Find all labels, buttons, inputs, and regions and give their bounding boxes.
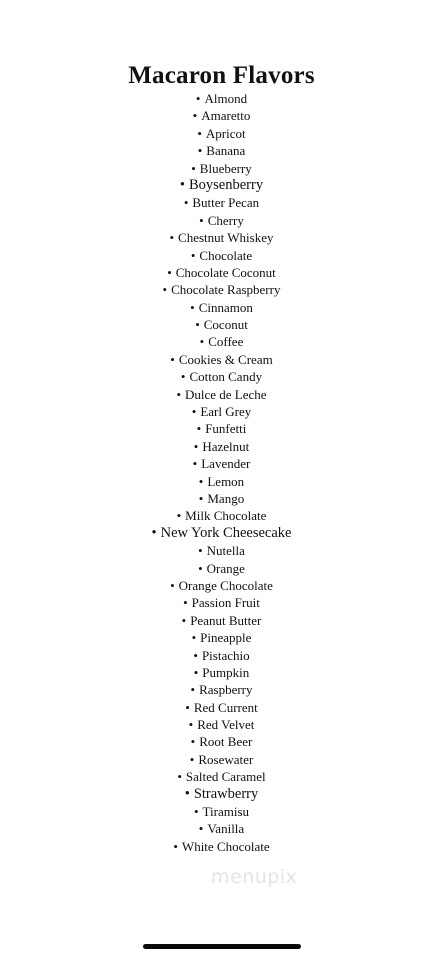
bullet-icon: • — [185, 699, 190, 715]
flavor-item — [0, 455, 443, 472]
bullet-icon: • — [184, 785, 190, 802]
flavor-label: Chocolate — [199, 247, 253, 263]
flavor-label: Butter Pecan — [192, 195, 260, 211]
flavor-label: Earl Grey — [200, 404, 252, 420]
flavor-item — [0, 142, 443, 159]
flavor-item — [0, 664, 443, 681]
flavor-item — [0, 803, 443, 820]
flavor-label: Mango — [207, 490, 245, 506]
bullet-icon: • — [167, 264, 172, 280]
home-indicator[interactable] — [143, 944, 301, 949]
bullet-icon: • — [170, 351, 175, 367]
flavor-item — [0, 247, 443, 264]
flavor-label: Root Beer — [199, 734, 253, 750]
bullet-icon: • — [195, 317, 200, 333]
bullet-icon: • — [176, 508, 182, 524]
flavor-label: Funfetti — [205, 421, 247, 437]
flavor-item — [0, 386, 443, 403]
flavor-item — [0, 612, 443, 629]
bullet-icon: • — [183, 195, 189, 211]
flavor-item — [0, 90, 443, 107]
flavor-item — [0, 838, 443, 855]
flavor-label: Orange — [206, 560, 245, 576]
bullet-icon: • — [196, 421, 202, 437]
flavor-label: Chocolate Coconut — [175, 264, 276, 280]
flavor-label: Coffee — [208, 334, 244, 350]
bullet-icon: • — [193, 647, 198, 663]
bullet-icon: • — [193, 664, 199, 680]
flavor-item — [0, 507, 443, 524]
flavor-label: Chestnut Whiskey — [178, 230, 274, 246]
flavor-label: New York Cheesecake — [160, 524, 292, 541]
flavor-item — [0, 420, 443, 437]
flavor-label: Rosewater — [198, 751, 254, 767]
flavor-label: Lavender — [201, 456, 251, 472]
bullet-icon: • — [190, 247, 196, 263]
bullet-icon: • — [199, 212, 204, 228]
flavor-label: Pumpkin — [202, 664, 250, 680]
bullet-icon: • — [198, 543, 203, 559]
flavor-item — [0, 629, 443, 646]
flavor-item — [0, 351, 443, 368]
bullet-icon: • — [190, 734, 196, 750]
flavor-item — [0, 490, 443, 507]
flavor-item — [0, 577, 443, 594]
bullet-icon: • — [198, 473, 204, 489]
flavor-item — [0, 542, 443, 559]
flavor-label: Peanut Butter — [190, 612, 262, 628]
bullet-icon: • — [151, 524, 157, 541]
flavor-label: Pistachio — [201, 647, 250, 663]
flavor-item — [0, 229, 443, 246]
flavor-item — [0, 194, 443, 211]
flavor-item — [0, 681, 443, 698]
bullet-icon: • — [169, 230, 175, 246]
bullet-icon: • — [170, 577, 175, 593]
bullet-icon: • — [197, 125, 202, 141]
bullet-icon: • — [180, 369, 186, 385]
flavor-item — [0, 786, 443, 803]
bullet-icon: • — [190, 682, 196, 698]
bullet-icon: • — [191, 404, 197, 420]
flavor-item — [0, 212, 443, 229]
flavor-label: Red Velvet — [197, 717, 255, 733]
flavor-item — [0, 299, 443, 316]
flavor-label: Nutella — [206, 543, 245, 559]
flavor-item — [0, 820, 443, 837]
flavor-label: Chocolate Raspberry — [171, 282, 281, 298]
flavor-label: Strawberry — [193, 785, 259, 802]
flavor-label: Almond — [204, 91, 248, 106]
bullet-icon: • — [177, 769, 182, 785]
flavor-label: Vanilla — [207, 821, 245, 837]
bullet-icon: • — [198, 490, 204, 506]
bullet-icon: • — [181, 612, 187, 628]
bullet-icon: • — [191, 630, 197, 646]
bullet-icon: • — [193, 438, 199, 454]
bullet-icon: • — [192, 456, 198, 472]
bullet-icon: • — [198, 821, 204, 837]
bullet-icon: • — [197, 143, 203, 159]
flavor-item — [0, 716, 443, 733]
flavor-item — [0, 438, 443, 455]
flavor-label: Cotton Candy — [189, 369, 263, 385]
flavor-item — [0, 107, 443, 124]
flavor-label: Hazelnut — [202, 438, 250, 454]
bullet-icon: • — [198, 560, 203, 576]
flavor-label: Raspberry — [199, 682, 253, 698]
flavor-label: Blueberry — [199, 160, 252, 176]
flavor-label: White Chocolate — [181, 838, 270, 854]
flavor-item — [0, 160, 443, 177]
flavor-label: Passion Fruit — [191, 595, 260, 611]
flavor-item — [0, 264, 443, 281]
flavor-item — [0, 768, 443, 785]
bullet-icon: • — [183, 595, 188, 611]
flavor-label: Milk Chocolate — [185, 508, 267, 524]
flavor-label: Lemon — [207, 473, 245, 489]
flavor-item — [0, 525, 443, 542]
flavor-item — [0, 699, 443, 716]
flavor-label: Boysenberry — [188, 176, 264, 193]
bullet-icon: • — [188, 717, 194, 733]
flavor-item — [0, 316, 443, 333]
flavor-label: Dulce de Leche — [185, 386, 267, 402]
flavor-label: Apricot — [205, 125, 246, 141]
bullet-icon: • — [191, 160, 196, 176]
flavor-label: Cinnamon — [198, 299, 253, 315]
flavor-item — [0, 751, 443, 768]
flavor-item — [0, 177, 443, 194]
flavor-item — [0, 125, 443, 142]
bullet-icon: • — [189, 751, 195, 767]
flavor-item — [0, 473, 443, 490]
flavor-label: Tiramisu — [202, 804, 250, 820]
flavor-item — [0, 403, 443, 420]
bullet-icon: • — [199, 334, 205, 350]
bullet-icon: • — [173, 838, 178, 854]
flavor-label: Banana — [206, 143, 246, 159]
menupix-watermark: menupix — [211, 866, 298, 888]
bullet-icon: • — [190, 299, 195, 315]
flavor-item — [0, 333, 443, 350]
bullet-icon: • — [179, 176, 185, 193]
flavor-item — [0, 733, 443, 750]
page-title: Macaron Flavors — [128, 62, 315, 89]
flavor-label: Pineapple — [200, 630, 252, 646]
flavor-label: Cookies & Cream — [178, 351, 273, 367]
flavor-label: Salted Caramel — [185, 769, 266, 785]
flavor-label: Coconut — [203, 317, 248, 333]
flavor-item — [0, 368, 443, 385]
flavor-label: Cherry — [207, 212, 244, 228]
flavor-item — [0, 281, 443, 298]
flavor-item — [0, 560, 443, 577]
bullet-icon: • — [176, 386, 181, 402]
bullet-icon: • — [162, 282, 168, 298]
bullet-icon: • — [192, 108, 198, 124]
flavor-item — [0, 594, 443, 611]
flavor-label: Red Current — [193, 699, 258, 715]
flavor-label: Amaretto — [201, 108, 251, 124]
bullet-icon: • — [195, 91, 201, 106]
bullet-icon: • — [193, 804, 199, 820]
flavor-item — [0, 647, 443, 664]
flavor-list — [0, 90, 443, 855]
flavor-label: Orange Chocolate — [178, 577, 273, 593]
